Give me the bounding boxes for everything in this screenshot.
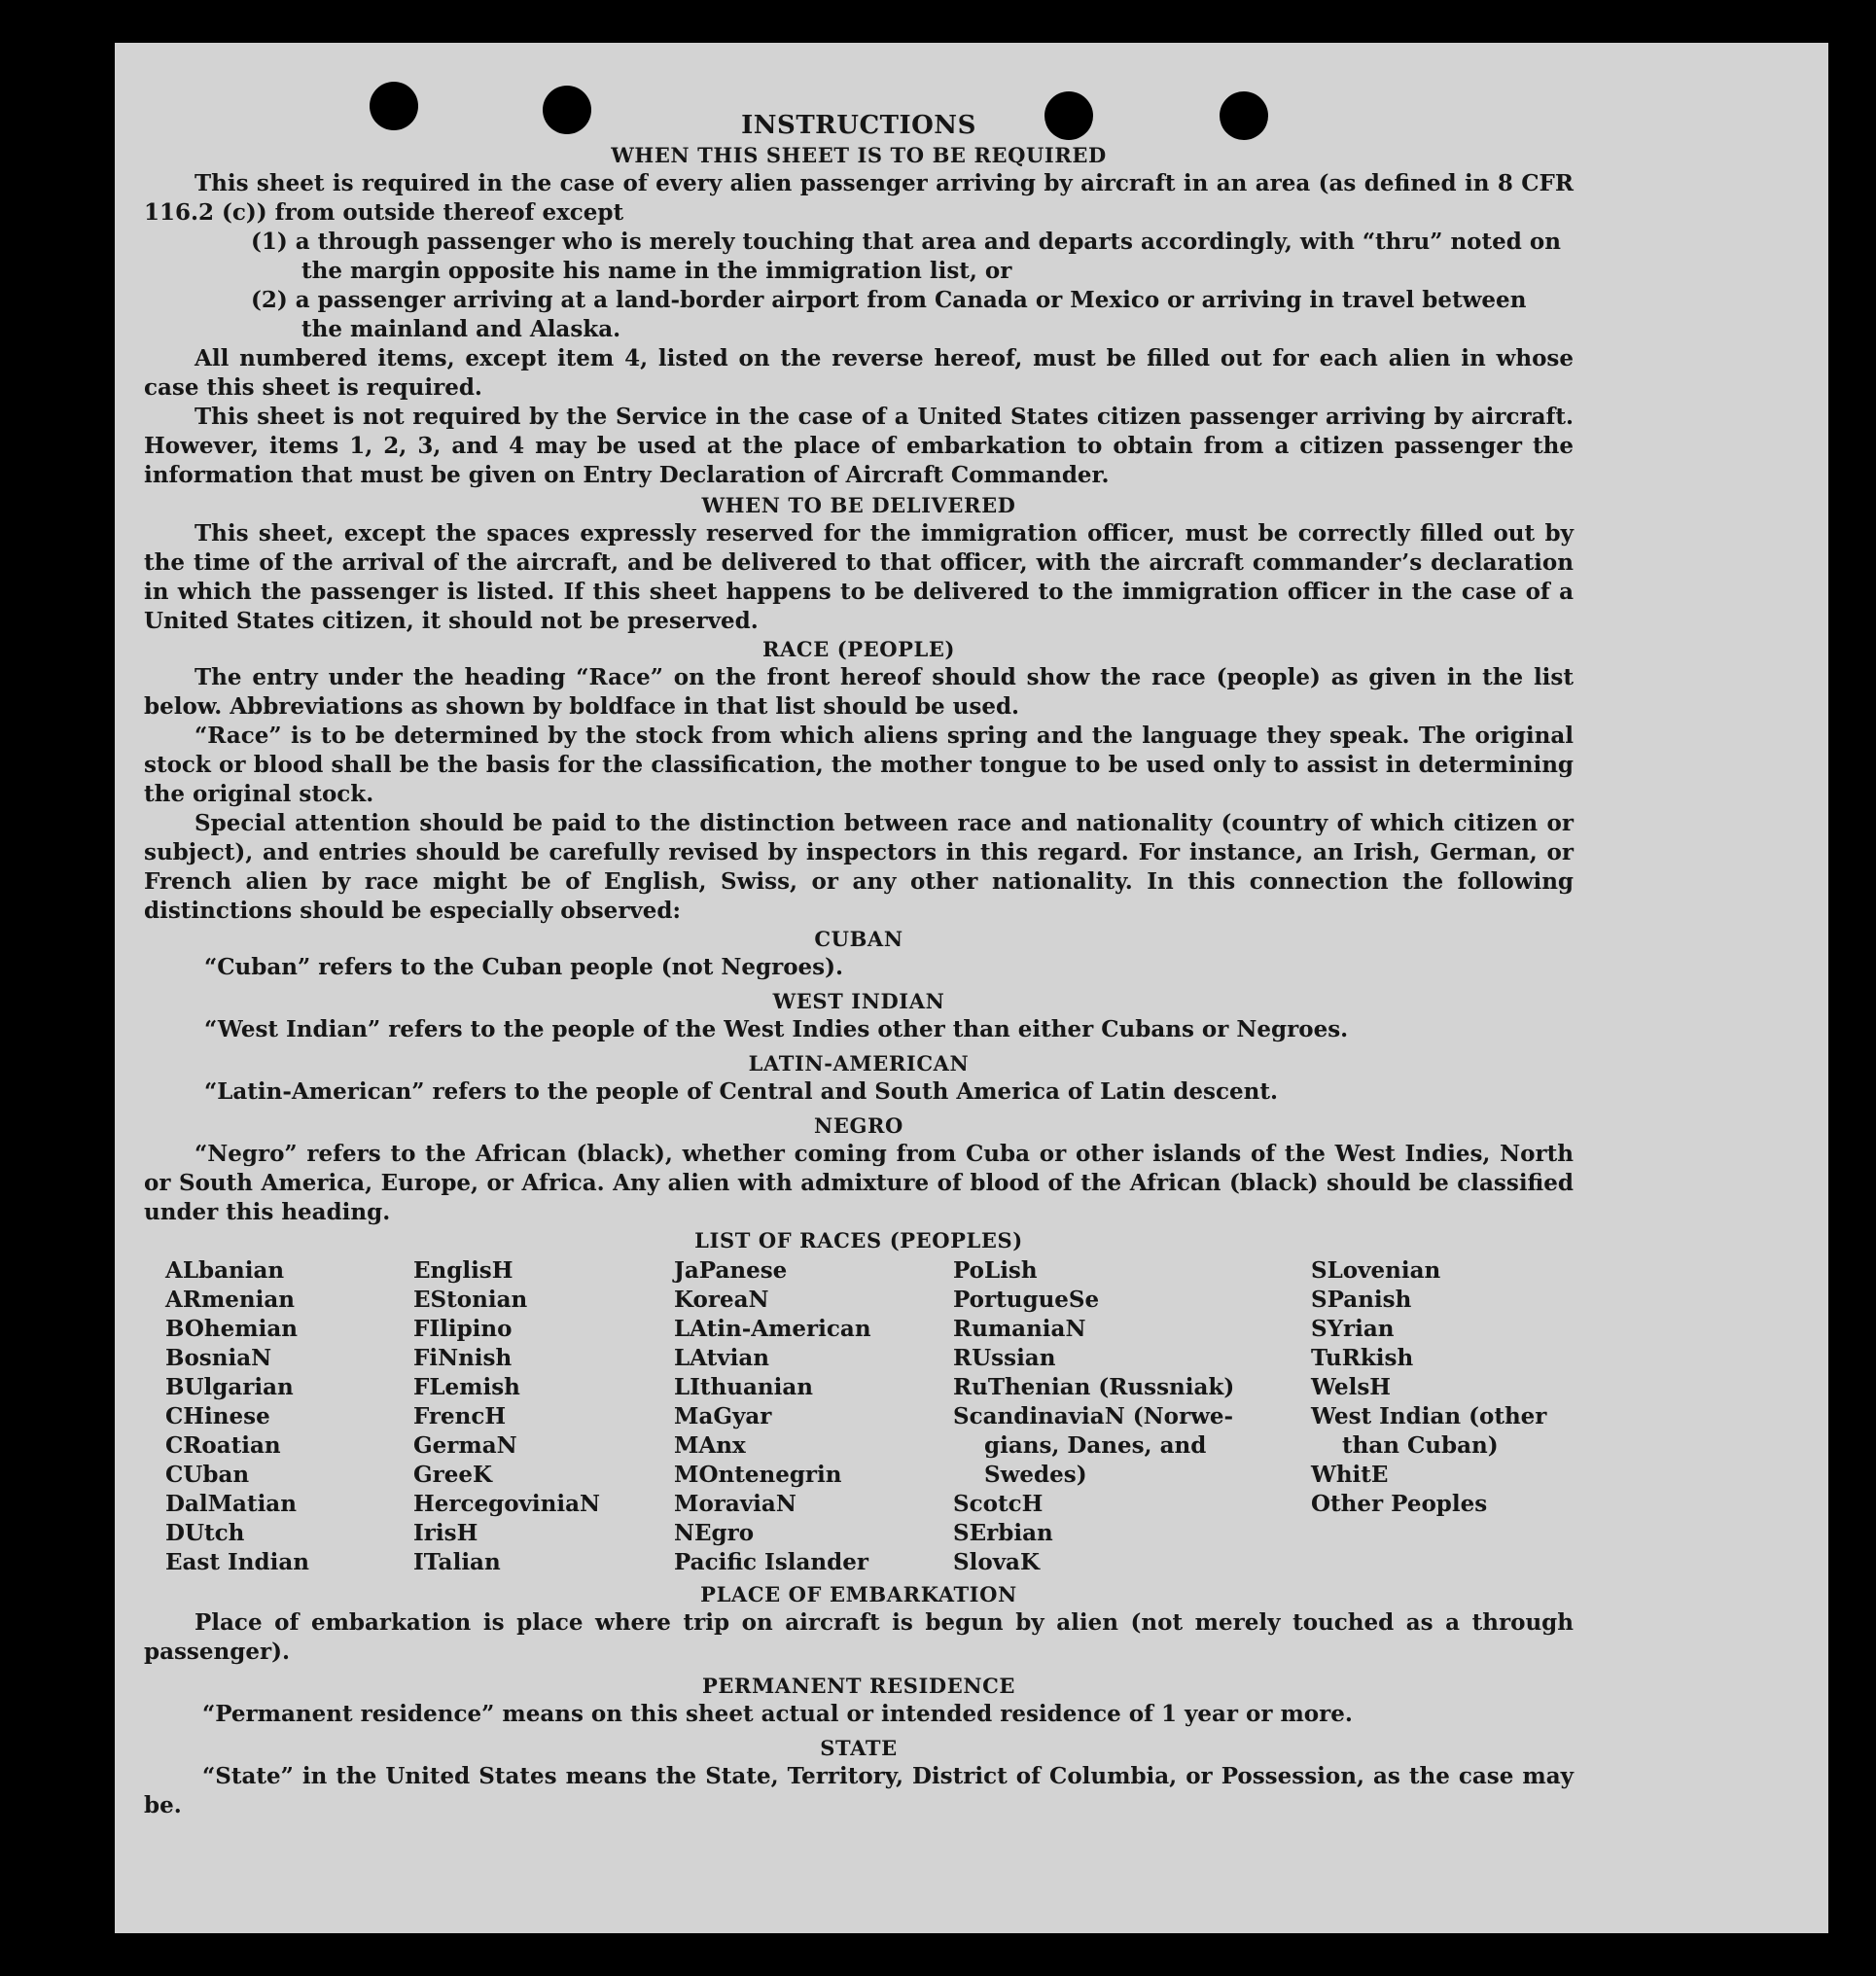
distinction-heading-west-indian: WEST INDIAN: [772, 989, 945, 1013]
race-entry: Swedes): [984, 1462, 1087, 1488]
paragraph: The entry under the heading “Race” on the front hereof should show the race (people) as given in the list below. Abbreviations as shown by boldface in that list should be used.: [144, 664, 1574, 720]
exception-item: (1) a through passenger who is merely touching that area and departs accordingly, with “thru” noted on the margin opposite his name in the immigration list, or: [251, 229, 1561, 284]
paragraph: Place of embarkation is place where trip on aircraft is begun by alien (not merely touched as a through passenger).: [144, 1609, 1574, 1665]
races-column: [1311, 1256, 1595, 1577]
race-entry: BOhemian: [165, 1316, 298, 1342]
race-entry: WhitE: [1311, 1462, 1389, 1488]
race-entry: KoreaN: [674, 1287, 769, 1313]
distinction-heading-latin-american: LATIN-AMERICAN: [748, 1051, 970, 1076]
race-entry: TuRkish: [1311, 1345, 1414, 1371]
distinction-text: “Latin-American” refers to the people of Central and South America of Latin descent.: [204, 1078, 1278, 1105]
exception-item: (2) a passenger arriving at a land-border airport from Canada or Mexico or arriving in travel between the mainland and Alaska.: [251, 287, 1527, 342]
race-entry: SlovaK: [953, 1549, 1040, 1575]
section-heading-embarkation: PLACE OF EMBARKATION: [700, 1582, 1017, 1606]
race-entry: BUlgarian: [165, 1374, 294, 1400]
instructions-document: [144, 109, 1574, 1820]
races-list: [165, 1256, 1574, 1577]
race-entry: DUtch: [165, 1520, 245, 1546]
paragraph: “Permanent residence” means on this sheet actual or intended residence of 1 year or more.: [202, 1701, 1353, 1727]
race-entry: GreeK: [413, 1462, 493, 1488]
race-entry: HercegoviniaN: [413, 1491, 601, 1517]
race-entry: PortugueSe: [953, 1287, 1100, 1313]
race-entry: GermaN: [413, 1432, 517, 1459]
race-entry: East Indian: [165, 1549, 309, 1575]
race-entry: DalMatian: [165, 1491, 297, 1517]
race-entry: Pacific Islander: [674, 1549, 868, 1575]
race-entry: ALbanian: [165, 1257, 285, 1284]
paragraph: This sheet, except the spaces expressly reserved for the immigration officer, must be correctly filled out by the time of the arrival of the aircraft, and be delivered to that officer, with the aircraft commander’s declaration in which the passenger is listed. If this sheet happens to be delivered to the immigration officer in the case of a United States citizen, it should not be preserved.: [144, 520, 1574, 634]
paragraph: “State” in the United States means the State, Territory, District of Columbia, or Possession, as the case may be.: [144, 1763, 1574, 1818]
race-entry: FiNnish: [413, 1345, 513, 1371]
race-entry: MAnx: [674, 1432, 746, 1459]
races-heading: LIST OF RACES (PEOPLES): [694, 1228, 1023, 1253]
distinction-heading-cuban: CUBAN: [814, 927, 903, 951]
paragraph: Special attention should be paid to the distinction between race and nationality (country of which citizen or subject), and entries should be carefully revised by inspectors in this regard. For instance, an Irish, German, or French alien by race might be of English, Swiss, or any other nationality. In this connection the following distinctions should be especially observed:: [144, 810, 1574, 924]
distinction-text: “Negro” refers to the African (black), whether coming from Cuba or other islands of the West Indies, North or South America, Europe, or Africa. Any alien with admixture of blood of the African (black) should be classified under this heading.: [144, 1141, 1574, 1225]
race-entry: BosniaN: [165, 1345, 272, 1371]
race-entry: NEgro: [674, 1520, 755, 1546]
race-entry: WelsH: [1311, 1374, 1392, 1400]
race-entry: EStonian: [413, 1287, 528, 1313]
race-entry: ScotcH: [953, 1491, 1044, 1517]
race-entry: RumaniaN: [953, 1316, 1086, 1342]
race-entry: EnglisH: [413, 1257, 513, 1284]
race-entry: CUban: [165, 1462, 250, 1488]
paragraph: “Race” is to be determined by the stock from which aliens spring and the language they speak. The original stock or blood shall be the basis for the classification, the mother tongue to be used only to assist in determining the original stock.: [144, 723, 1574, 807]
race-entry: LAtvian: [674, 1345, 769, 1371]
document-title: INSTRUCTIONS: [741, 111, 976, 140]
race-entry: SLovenian: [1311, 1257, 1441, 1284]
races-column: [953, 1256, 1311, 1577]
race-entry: MaGyar: [674, 1403, 772, 1429]
race-entry: Other Peoples: [1311, 1491, 1488, 1517]
distinction-heading-negro: NEGRO: [814, 1113, 903, 1138]
race-entry: CRoatian: [165, 1432, 281, 1459]
race-entry: ScandinaviaN (Norwe-: [953, 1403, 1234, 1429]
paragraph: All numbered items, except item 4, listed on the reverse hereof, must be filled out for each alien in whose case this sheet is required.: [144, 345, 1574, 401]
race-entry: West Indian (other: [1311, 1403, 1547, 1429]
race-entry: MoraviaN: [674, 1491, 796, 1517]
race-entry: IrisH: [413, 1520, 478, 1546]
section-heading-residence: PERMANENT RESIDENCE: [701, 1674, 1016, 1698]
race-entry: FrencH: [413, 1403, 507, 1429]
race-entry: LAtin-American: [674, 1316, 871, 1342]
section-heading-state: STATE: [820, 1736, 898, 1760]
races-column: [674, 1256, 953, 1577]
race-entry: SErbian: [953, 1520, 1053, 1546]
race-entry: FIlipino: [413, 1316, 513, 1342]
race-entry: JaPanese: [674, 1257, 788, 1284]
race-entry: RUssian: [953, 1345, 1056, 1371]
distinction-text: “Cuban” refers to the Cuban people (not Negroes).: [204, 954, 844, 980]
section-heading-delivered: WHEN TO BE DELIVERED: [701, 493, 1016, 517]
races-column: [413, 1256, 674, 1577]
race-entry: PoLish: [953, 1257, 1038, 1284]
section-heading-required: WHEN THIS SHEET IS TO BE REQUIRED: [611, 143, 1107, 167]
race-entry: than Cuban): [1342, 1432, 1499, 1459]
race-entry: RuThenian (Russniak): [953, 1374, 1235, 1400]
race-entry: MOntenegrin: [674, 1462, 842, 1488]
race-entry: SPanish: [1311, 1287, 1412, 1313]
race-entry: LIthuanian: [674, 1374, 813, 1400]
distinction-text: “West Indian” refers to the people of the West Indies other than either Cubans or Negroes.: [204, 1016, 1349, 1042]
paragraph: This sheet is required in the case of every alien passenger arriving by aircraft in an area (as defined in 8 CFR 116.2 (c)) from outside thereof except: [144, 170, 1574, 226]
race-entry: SYrian: [1311, 1316, 1395, 1342]
section-heading-race: RACE (PEOPLE): [761, 637, 956, 661]
paragraph: This sheet is not required by the Service in the case of a United States citizen passenger arriving by aircraft. However, items 1, 2, 3, and 4 may be used at the place of embarkation to obtain from a citizen passenger the information that must be given on Entry Declaration of Aircraft Commander.: [144, 404, 1574, 488]
race-entry: gians, Danes, and: [984, 1432, 1207, 1459]
races-column: [165, 1256, 413, 1577]
race-entry: CHinese: [165, 1403, 270, 1429]
race-entry: FLemish: [413, 1374, 520, 1400]
race-entry: ITalian: [413, 1549, 501, 1575]
race-entry: ARmenian: [165, 1287, 296, 1313]
